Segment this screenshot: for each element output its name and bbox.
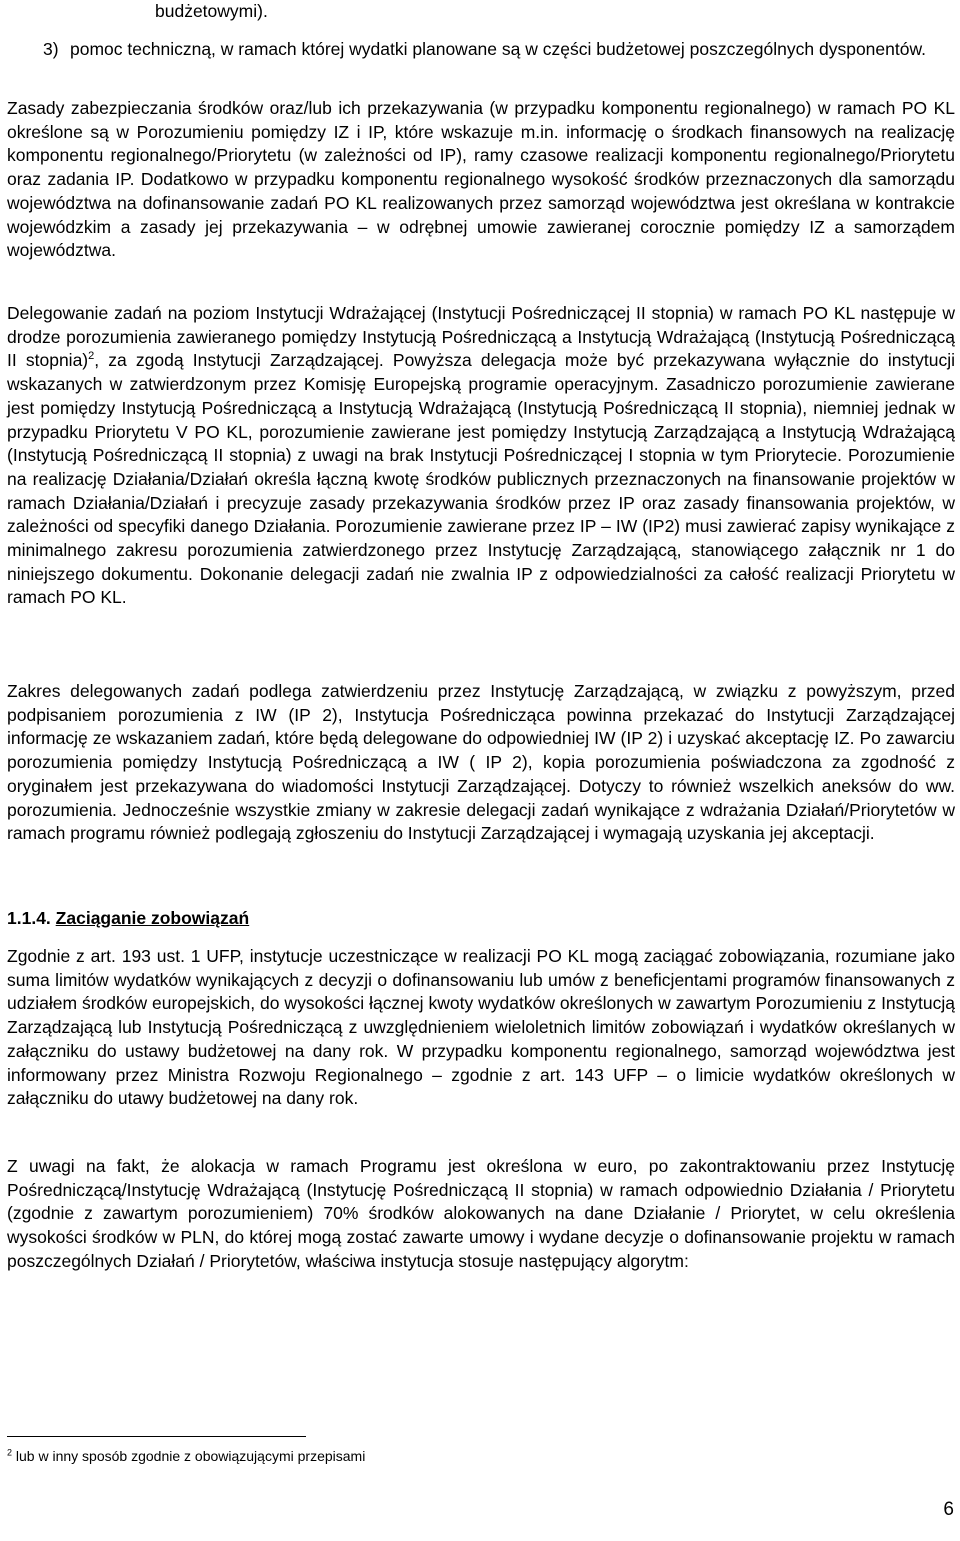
footnote-text: lub w inny sposób zgodnie z obowiązującymi przepisami [15, 1448, 366, 1464]
section-number: 1.1.4. [7, 908, 51, 928]
section-heading [7, 908, 249, 929]
list-item-number: 3) [43, 39, 59, 59]
page-number: 6 [943, 1499, 954, 1520]
footnote-number: 2 [7, 1447, 13, 1458]
delegation-text-part1: Delegowanie zadań na poziom Instytucji Wdrażającej (Instytucji Pośredniczącej II stopnia) w ramach PO KL następuje w drodze porozumienia zawieranego pomiędzy Instytucją Pośredniczącą a Instytucją Wdrażającą (Instytucją Pośredniczącą II stopnia) [7, 303, 955, 371]
paragraph-scope: Zakres delegowanych zadań podlega zatwierdzeniu przez Instytucję Zarządzającą, w związku z powyższym, przed podpisaniem porozumienia z IW (IP 2), Instytucja Pośrednicząca powinna przekazać do Instytucji Zarządzającej informację ze wskazaniem zadań, które będą delegowane do odpowiedniej IW (IP 2) i uzyskać akceptację IZ. Po zawarciu porozumienia pomiędzy Instytucją Pośredniczącą a IW ( IP 2), kopia porozumienia poświadczona za zgodność z oryginałem jest przekazywana do wiadomości Instytucji Zarządzającej. Dotyczy to również wszelkich aneksów do ww. porozumienia. Jednocześnie wszystkie zmiany w zakresie delegacji zadań wynikające z wdrażania Działań/Priorytetów w ramach programu również podlegają zgłoszeniu do Instytucji Zarządzającej i wymagają uzyskania jej akceptacji. [7, 681, 955, 844]
intro-fragment: budżetowymi). [155, 1, 268, 21]
list-item-3 [43, 38, 955, 62]
section-title: Zaciąganie zobowiązań [55, 908, 250, 928]
delegation-text-part2: , za zgodą Instytucji Zarządzającej. Powyższa delegacja może być przekazywana wyłącznie do instytucji wskazanych w zatwierdzonym przez Komisję Europejską programie operacyjnym. Zasadniczo porozumienie zawierane jest pomiędzy Instytucją Pośredniczącą a Instytucją Wdrażającą (Instytucją Pośredniczącą II stopnia), niemniej jednak w przypadku Priorytetu V PO KL, porozumienie zawierane jest pomiędzy Instytucją Zarządzającą a Instytucją Wdrażającą (Instytucją Pośredniczącą II stopnia) z uwagi na brak Instytucji Pośredniczącej I stopnia w tym Priorytecie. Porozumienie na realizację Działania/Działań określa łączną kwotę środków publicznych przeznaczonych na finansowanie projektów w ramach Działania/Działań i precyzuje zasady przekazywania środków przez IP oraz zasady finansowania projektów, w zależności od specyfiki danego Działania. Porozumienie zawierane przez IP – IW (IP2) musi zawierać zapisy wynikające z minimalnego zakresu porozumienia zatwierdzonego przez Instytucję Zarządzającą, stanowiącego załącznik nr 1 do niniejszego dokumentu. Dokonanie delegacji zadań nie zwalnia IP z odpowiedzialności za całość realizacji Priorytetu w ramach PO KL. [7, 350, 955, 608]
list-item-text: pomoc techniczną, w ramach której wydatki planowane są w części budżetowej poszczególnych dysponentów. [70, 39, 927, 59]
footnote-divider [7, 1436, 306, 1437]
footnote [7, 1446, 365, 1466]
footnote-reference[interactable]: 2 [88, 350, 95, 363]
paragraph-euro-allocation: Z uwagi na fakt, że alokacja w ramach Programu jest określona w euro, po zakontraktowaniu przez Instytucję Pośredniczącą/Instytucję Wdrażającą (Instytucję Pośredniczącą II stopnia) w ramach odpowiednio Działania / Priorytetu (zgodnie z zawartym porozumieniem) 70% środków alokowanych na dane Działanie / Priorytet, w celu określenia wysokości środków w PLN, do której mogą zostać zawarte umowy i wydane decyzje o dofinansowanie projektu w ramach poszczególnych Działań / Priorytetów, właściwa instytucja stosuje następujący algorytm: [7, 1156, 955, 1271]
paragraph-funding-rules: Zasady zabezpieczania środków oraz/lub ich przekazywania (w przypadku komponentu regionalnego) w ramach PO KL określone są w Porozumieniu pomiędzy IZ i IP, które wskazuje m.in. informację o środkach finansowych na realizację komponentu regionalnego/Priorytetu (w zależności od IP), ramy czasowe realizacji komponentu regionalnego/Priorytetu oraz zadania IP. Dodatkowo w przypadku komponentu regionalnego wysokość środków przeznaczonych dla samorządu województwa na dofinansowanie zadań PO KL realizowanych przez samorząd województwa jest określana w kontrakcie wojewódzkim a zasady jej przekazywania – w odrębnej umowie zawieranej corocznie pomiędzy IZ a samorządem województwa. [7, 98, 955, 261]
paragraph-delegation [7, 302, 955, 610]
paragraph-ufp: Zgodnie z art. 193 ust. 1 UFP, instytucje uczestniczące w realizacji PO KL mogą zaciągać zobowiązania, rozumiane jako suma limitów wydatków wynikających z decyzji o dofinansowaniu lub umów z beneficjentami programów finansowanych z udziałem środków europejskich, do wysokości łącznej kwoty wydatków określonych w zawartym Porozumieniu z Instytucją Zarządzającą lub Instytucją Pośredniczącą z uwzględnieniem wieloletnich limitów zobowiązań i wydatków określanych w załączniku do ustawy budżetowej na dany rok. W przypadku komponentu regionalnego, samorząd województwa jest informowany przez Ministra Rozwoju Regionalnego – zgodnie z art. 143 UFP – o limicie wydatków określonych w załączniku do utawy budżetowej na dany rok. [7, 946, 955, 1109]
